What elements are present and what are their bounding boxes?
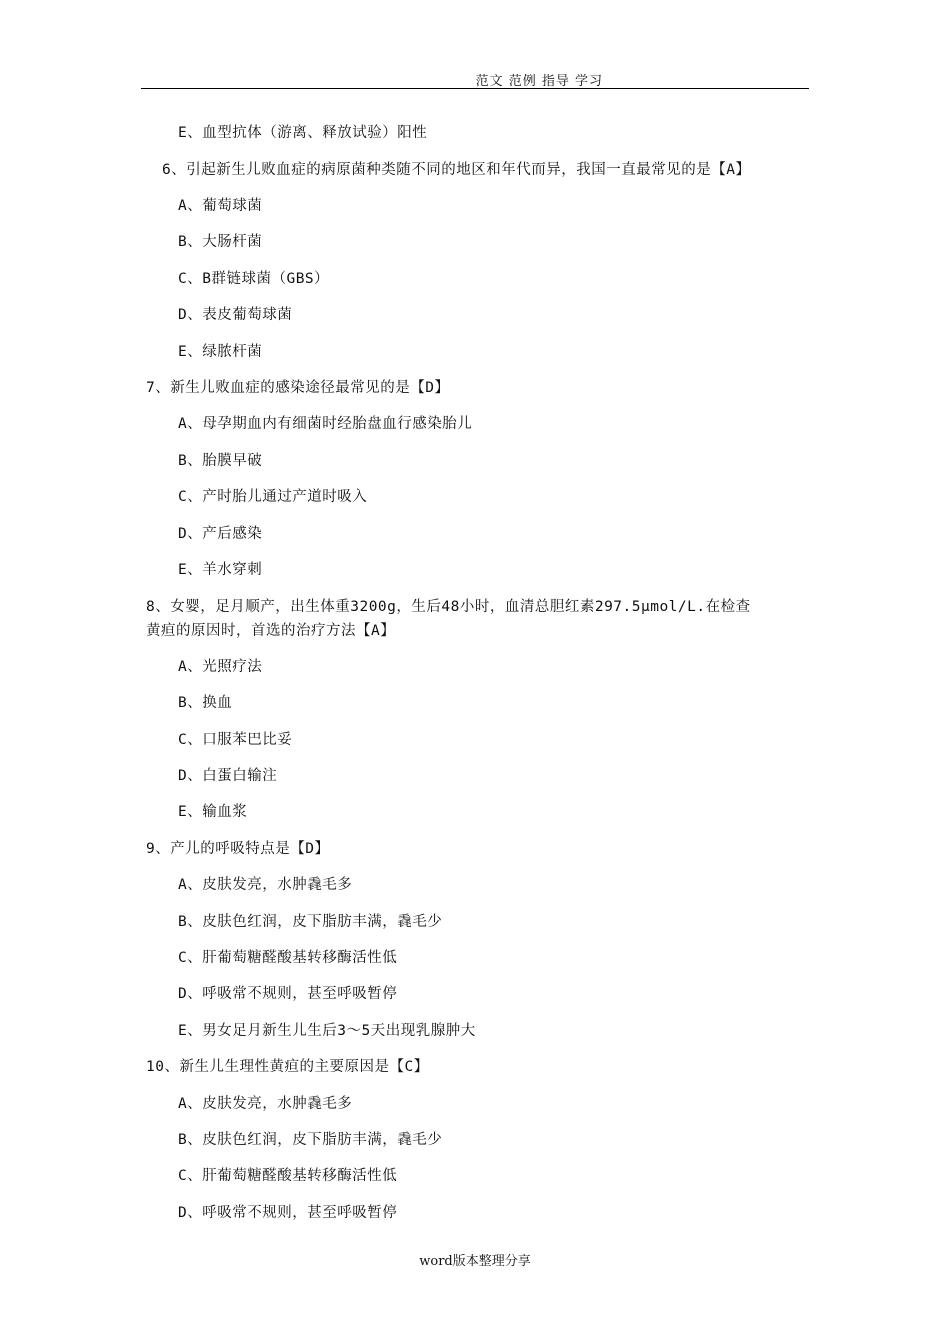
option-line: B、大肠杆菌 (178, 234, 263, 250)
option-line: E、血型抗体（游离、释放试验）阳性 (178, 125, 428, 141)
option-line: C、B群链球菌（GBS） (178, 271, 330, 287)
page-header (141, 70, 809, 89)
option-line: B、胎膜早破 (178, 453, 263, 469)
option-line: A、光照疗法 (178, 659, 263, 675)
option-line: D、表皮葡萄球菌 (178, 307, 293, 323)
option-line: B、皮肤色红润，皮下脂肪丰满，毳毛少 (178, 914, 443, 930)
question-line: 7、新生儿败血症的感染途径最常见的是【D】 (146, 380, 450, 396)
header-text: 范文 范例 指导 学习 (475, 74, 603, 89)
option-line: E、羊水穿刺 (178, 562, 263, 578)
option-line: C、肝葡萄糖醛酸基转移酶活性低 (178, 950, 398, 966)
option-line: D、白蛋白输注 (178, 768, 278, 784)
option-line: A、母孕期血内有细菌时经胎盘血行感染胎儿 (178, 416, 473, 432)
option-line: D、产后感染 (178, 526, 263, 542)
option-line: C、肝葡萄糖醛酸基转移酶活性低 (178, 1168, 398, 1184)
option-line: A、葡萄球菌 (178, 198, 263, 214)
question-line: 6、引起新生儿败血症的病原菌种类随不同的地区和年代而异，我国一直最常见的是【A】 (162, 162, 751, 178)
option-line: D、呼吸常不规则，甚至呼吸暂停 (178, 986, 398, 1002)
question-line: 9、产儿的呼吸特点是【D】 (146, 841, 330, 857)
option-line: D、呼吸常不规则，甚至呼吸暂停 (178, 1205, 398, 1221)
option-line: A、皮肤发亮，水肿毳毛多 (178, 877, 353, 893)
question-line: 黄疸的原因时，首选的治疗方法【A】 (146, 623, 396, 639)
option-line: C、产时胎儿通过产道时吸入 (178, 489, 368, 505)
question-line: 10、新生儿生理性黄疸的主要原因是【C】 (146, 1059, 429, 1075)
question-line: 8、女婴，足月顺产，出生体重3200g，生后48小时，血清总胆红素297.5μmol/L.在检查 (146, 599, 751, 615)
option-line: E、男女足月新生儿生后3～5天出现乳腺肿大 (178, 1023, 476, 1039)
option-line: B、皮肤色红润，皮下脂肪丰满，毳毛少 (178, 1132, 443, 1148)
option-line: E、绿脓杆菌 (178, 344, 263, 360)
option-line: C、口服苯巴比妥 (178, 732, 293, 748)
page-footer: word版本整理分享 (419, 1254, 531, 1269)
option-line: A、皮肤发亮，水肿毳毛多 (178, 1096, 353, 1112)
option-line: B、换血 (178, 695, 233, 711)
option-line: E、输血浆 (178, 804, 248, 820)
